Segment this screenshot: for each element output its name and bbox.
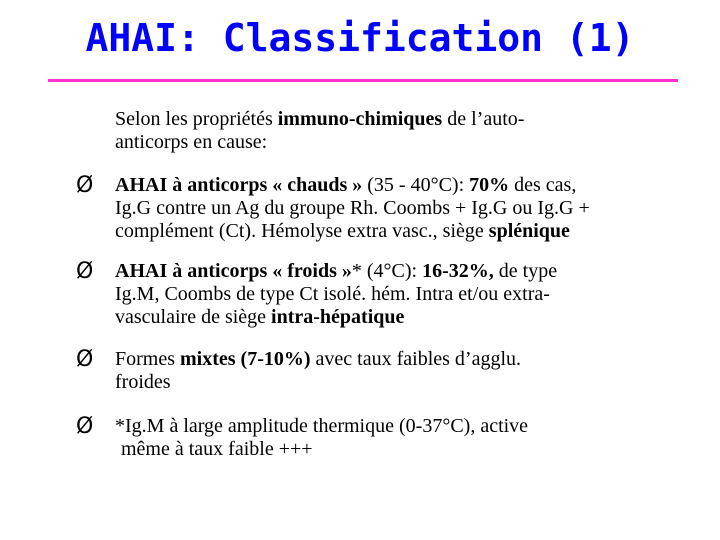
arrow-bullet-icon: Ø xyxy=(76,173,94,198)
item-text: Formes xyxy=(115,348,180,370)
list-item-warm-antibodies xyxy=(115,174,680,243)
item-text: avec taux faibles d’agglu. xyxy=(310,348,521,370)
item-text: *Ig.M à large amplitude thermique (0-37°C), active xyxy=(115,415,529,437)
item-text: * (4°C): xyxy=(351,260,423,282)
item-heading: AHAI à anticorps « chauds » xyxy=(115,174,363,196)
intro-paragraph xyxy=(115,108,675,154)
item-text: froides xyxy=(115,371,171,393)
intro-text: Selon les propriétés xyxy=(115,108,278,130)
item-text: Ig.M, Coombs de type Ct isolé. hém. Intra et/ou extra- xyxy=(115,283,550,305)
item-emphasis: 70% xyxy=(469,174,510,196)
item-emphasis: mixtes (7-10%) xyxy=(180,348,311,370)
intro-text: de l’auto- xyxy=(442,108,525,130)
item-text: vasculaire de siège xyxy=(115,306,272,328)
item-text: Ig.G contre un Ag du groupe Rh. Coombs + Ig.G ou Ig.G + xyxy=(115,197,590,219)
item-emphasis: intra-hépatique xyxy=(271,306,405,328)
item-text: (35 - 40°C): xyxy=(362,174,470,196)
intro-emphasis: immuno-chimiques xyxy=(277,108,443,130)
arrow-bullet-icon: Ø xyxy=(76,414,94,439)
list-item-mixed-forms xyxy=(115,348,680,394)
item-emphasis: 16-32%, xyxy=(422,260,494,282)
arrow-bullet-icon: Ø xyxy=(76,347,94,372)
arrow-bullet-icon: Ø xyxy=(76,259,94,284)
item-text: complément (Ct). Hémolyse extra vasc., siège xyxy=(115,220,489,242)
list-item-cold-antibodies xyxy=(115,260,680,329)
item-text: des cas, xyxy=(509,174,577,196)
intro-text: anticorps en cause: xyxy=(115,131,268,153)
item-heading: AHAI à anticorps « froids » xyxy=(115,260,352,282)
item-text: même à taux faible +++ xyxy=(121,438,313,460)
item-text: de type xyxy=(493,260,558,282)
list-item-igm-footnote xyxy=(115,415,680,461)
slide-title: AHAI: Classification (1) xyxy=(85,16,635,60)
item-emphasis: splénique xyxy=(488,220,570,242)
title-underline xyxy=(48,79,678,82)
